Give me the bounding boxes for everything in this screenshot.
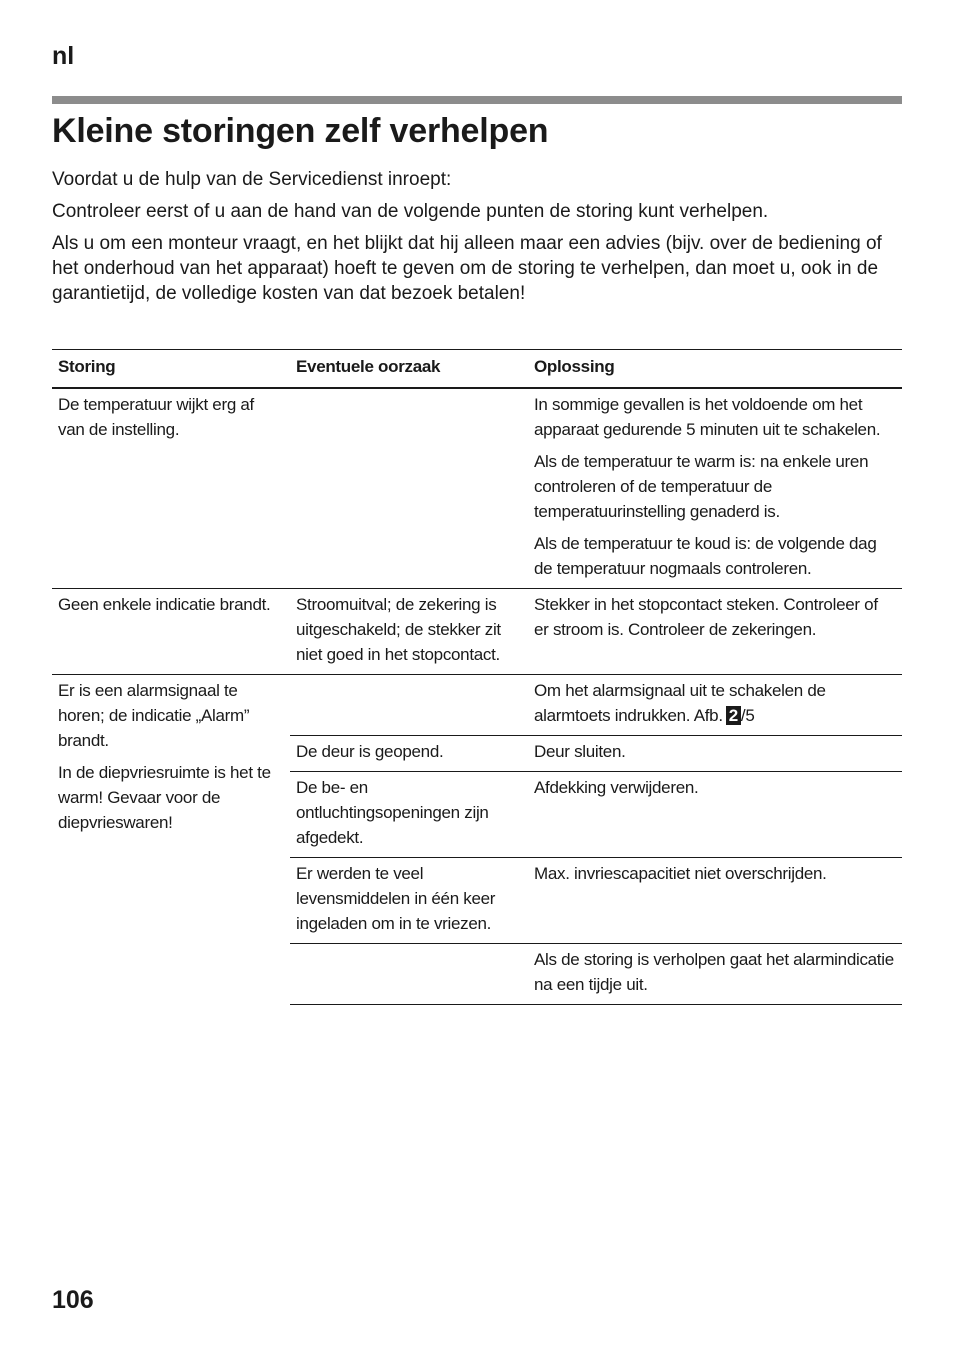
page-title: Kleine storingen zelf verhelpen bbox=[52, 112, 549, 150]
table-row bbox=[52, 388, 902, 589]
intro-paragraph: Als u om een monteur vraagt, en het blijkt dat hij alleen maar een advies (bijv. over de bediening of het onderhoud van het apparaat) hoeft te geven om de storing te verhelpen, dan moet u, ook in de garantietijd, de volledige kosten van dat bezoek betalen! bbox=[52, 233, 882, 304]
cause-cell: De deur is geopend. bbox=[290, 736, 528, 772]
header-rule bbox=[52, 96, 902, 104]
column-header-storing: Storing bbox=[52, 350, 290, 389]
fault-cell bbox=[52, 589, 290, 675]
intro-paragraph: Controleer eerst of u aan de hand van de volgende punten de storing kunt verhelpen. bbox=[52, 201, 769, 222]
solution-cell: Als de storing is verholpen gaat het alarmindicatie na een tijdje uit. bbox=[528, 944, 902, 1005]
figure-suffix: /5 bbox=[740, 706, 755, 725]
solution-text: Als de temperatuur te warm is: na enkele uren controleren of de temperatuur de temperatuurinstelling genaderd is. bbox=[534, 452, 869, 521]
solution-text: In sommige gevallen is het voldoende om het apparaat gedurende 5 minuten uit te schakelen. bbox=[534, 395, 881, 439]
fault-text: Geen enkele indicatie brandt. bbox=[58, 595, 271, 614]
table-row bbox=[52, 589, 902, 675]
solution-text: Stekker in het stopcontact steken. Controleer of er stroom is. Controleer de zekeringen. bbox=[534, 595, 878, 639]
fault-text: Er is een alarmsignaal te horen; de indicatie „Alarm” brandt. bbox=[58, 681, 250, 750]
cause-cell: Stroomuitval; de zekering is uitgeschakeld; de stekker zit niet goed in het stopcontact. bbox=[290, 589, 528, 675]
solution-text: Als de temperatuur te koud is: de volgende dag de temperatuur nogmaals controleren. bbox=[534, 534, 877, 578]
troubleshooting-table bbox=[52, 349, 902, 1005]
solution-cell bbox=[528, 388, 902, 589]
solution-cell: Max. invriescapacitiet niet overschrijden. bbox=[528, 858, 902, 944]
cause-cell bbox=[290, 388, 528, 589]
cause-cell bbox=[290, 675, 528, 736]
solution-text: Om het alarmsignaal uit te schakelen de alarmtoets indrukken. Afb. bbox=[534, 681, 826, 725]
solution-cell: Deur sluiten. bbox=[528, 736, 902, 772]
page-number: 106 bbox=[52, 1286, 94, 1314]
column-header-oplossing: Oplossing bbox=[528, 350, 902, 389]
cause-cell: Er werden te veel levensmiddelen in één keer ingeladen om in te vriezen. bbox=[290, 858, 528, 944]
figure-number-badge: 2 bbox=[726, 706, 741, 725]
solution-cell bbox=[528, 589, 902, 675]
fault-text: De temperatuur wijkt erg af van de instelling. bbox=[58, 395, 254, 439]
intro-text bbox=[52, 167, 904, 313]
column-header-oorzaak: Eventuele oorzaak bbox=[290, 350, 528, 389]
table-row bbox=[52, 675, 902, 736]
solution-cell bbox=[528, 675, 902, 736]
solution-cell: Afdekking verwijderen. bbox=[528, 772, 902, 858]
cause-cell: De be- en ontluchtingsopeningen zijn afgedekt. bbox=[290, 772, 528, 858]
table-header-row bbox=[52, 350, 902, 389]
fault-cell bbox=[52, 388, 290, 589]
cause-cell bbox=[290, 944, 528, 1005]
language-tag: nl bbox=[52, 42, 75, 70]
fault-text: In de diepvriesruimte is het te warm! Gevaar voor de diepvrieswaren! bbox=[58, 763, 271, 832]
fault-cell bbox=[52, 675, 290, 1005]
intro-paragraph: Voordat u de hulp van de Servicedienst inroept: bbox=[52, 169, 452, 190]
